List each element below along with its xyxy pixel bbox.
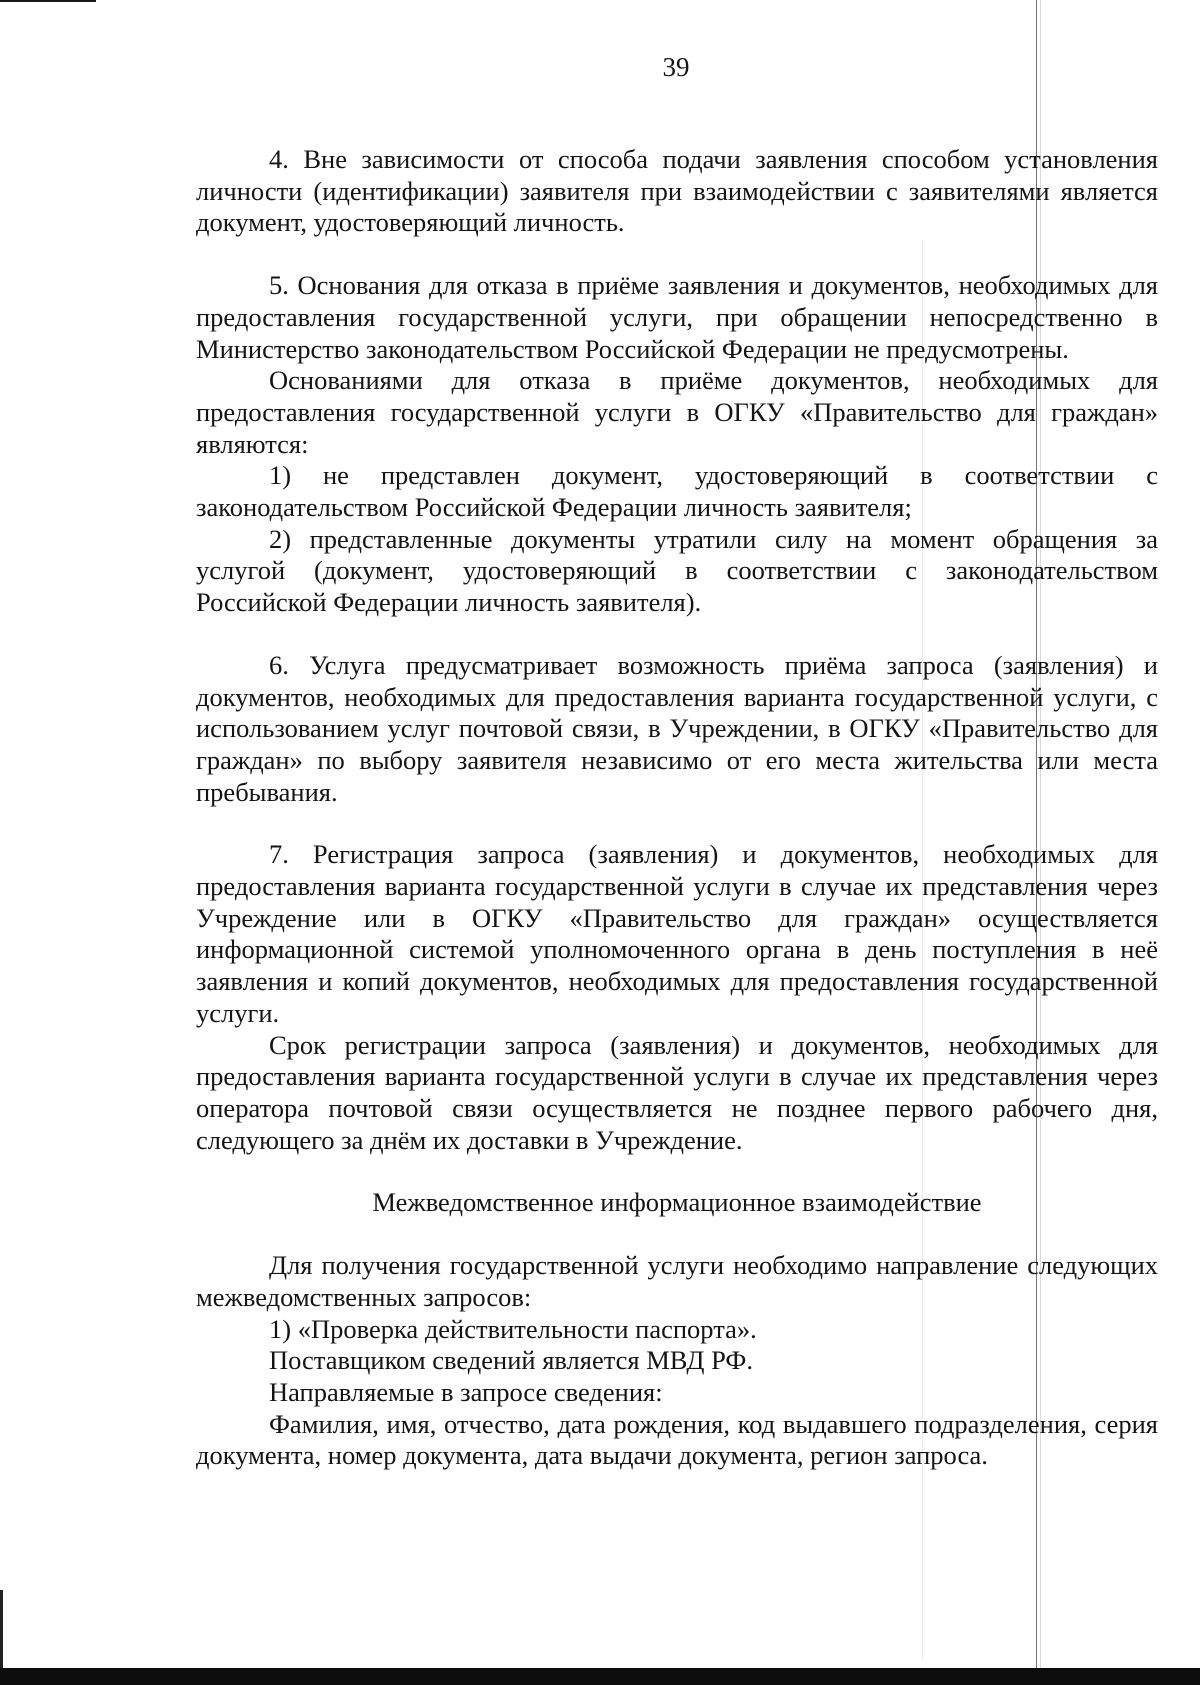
paragraph-data-provider: Поставщиком сведений является МВД РФ. <box>269 1345 753 1376</box>
document-body <box>196 144 1158 1472</box>
paragraph-spacer <box>196 619 1158 650</box>
paragraph-spacer <box>196 808 1158 839</box>
paragraph-request-data-fields: Фамилия, имя, отчество, дата рождения, код выдавшего подразделения, серия документа, номер документа, дата выдачи документа, регион запроса. <box>196 1408 1158 1471</box>
list-item-refusal-2: 2) представленные документы утратили силу на момент обращения за услугой (документ, удостоверяющий в соответствии с законодательством Российской Федерации личность заявителя). <box>196 523 1158 618</box>
paragraph-item-5: 5. Основания для отказа в приёме заявления и документов, необходимых для предоставления государственной услуги, при обращении непосредственно в Министерство законодательством Российской Федерации не предусмотрены. <box>196 270 1158 364</box>
scan-top-edge <box>0 0 96 2</box>
paragraph-item-7: 7. Регистрация запроса (заявления) и документов, необходимых для предоставления варианта государственной услуги в случае их представления через Учреждение или в ОГКУ «Правительство для граждан» осуществляется информационной системой уполномоченного органа в день поступления в неё заявления и копий документов, необходимых для предоставления государственной услуги. <box>196 839 1158 1028</box>
paragraph-spacer <box>196 1156 1158 1187</box>
paragraph-spacer <box>196 239 1158 270</box>
paragraph-interagency-requests: Для получения государственной услуги необходимо направление следующих межведомственных запросов: <box>196 1250 1158 1312</box>
scan-bottom-edge <box>0 1668 1200 1685</box>
section-heading: Межведомственное информационное взаимодействие <box>372 1187 982 1218</box>
paragraph-registration-term: Срок регистрации запроса (заявления) и документов, необходимых для предоставления варианта государственной услуги в случае их представления через оператора почтовой связи осуществляется не позднее первого рабочего дня, следующего за днём их доставки в Учреждение. <box>196 1029 1158 1155</box>
list-item-request-1: 1) «Проверка действительности паспорта». <box>269 1313 757 1344</box>
paragraph-item-6: 6. Услуга предусматривает возможность приёма запроса (заявления) и документов, необходимых для предоставления варианта государственной услуги, с использованием услуг почтовой связи, в Учреждении, в ОГКУ «Правительство для граждан» по выбору заявителя независимо от его места жительства или места пребывания. <box>196 649 1158 807</box>
paragraph-refusal-grounds: Основаниями для отказа в приёме документов, необходимых для предоставления государственной услуги в ОГКУ «Правительство для граждан» являются: <box>196 365 1158 459</box>
page-number: 39 <box>662 52 690 82</box>
paragraph-request-data-label: Направляемые в запросе сведения: <box>269 1376 663 1407</box>
paragraph-item-4: 4. Вне зависимости от способа подачи заявления способом установления личности (идентификации) заявителя при взаимодействии с заявителями является документ, удостоверяющий личность. <box>196 144 1158 238</box>
scan-left-edge <box>0 1590 3 1668</box>
list-item-refusal-1: 1) не представлен документ, удостоверяющий в соответствии с законодательством Российской Федерации личность заявителя; <box>196 460 1158 523</box>
paragraph-spacer <box>196 1219 1158 1250</box>
